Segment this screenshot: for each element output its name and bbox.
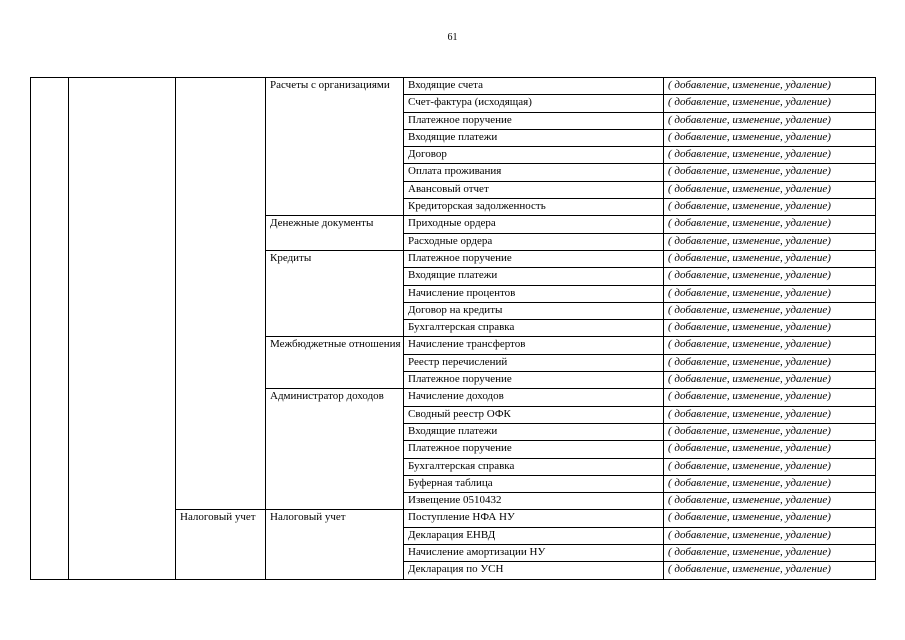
document-cell: Платежное поручение	[404, 112, 664, 129]
document-cell: Начисление трансфертов	[404, 337, 664, 354]
operations-cell: ( добавление, изменение, удаление)	[664, 181, 876, 198]
operations-cell: ( добавление, изменение, удаление)	[664, 164, 876, 181]
operations-cell: ( добавление, изменение, удаление)	[664, 285, 876, 302]
document-cell: Декларация ЕНВД	[404, 527, 664, 544]
document-cell: Буферная таблица	[404, 475, 664, 492]
operations-cell: ( добавление, изменение, удаление)	[664, 458, 876, 475]
table-row	[31, 78, 876, 95]
table-body	[31, 78, 876, 580]
document-cell: Начисление процентов	[404, 285, 664, 302]
document-operations-table	[30, 77, 876, 580]
group-cell: Расчеты с организациями	[266, 78, 404, 216]
operations-cell: ( добавление, изменение, удаление)	[664, 95, 876, 112]
document-cell: Входящие счета	[404, 78, 664, 95]
document-cell: Платежное поручение	[404, 250, 664, 267]
operations-cell: ( добавление, изменение, удаление)	[664, 423, 876, 440]
operations-cell: ( добавление, изменение, удаление)	[664, 320, 876, 337]
operations-cell: ( добавление, изменение, удаление)	[664, 216, 876, 233]
operations-cell: ( добавление, изменение, удаление)	[664, 268, 876, 285]
operations-cell: ( добавление, изменение, удаление)	[664, 406, 876, 423]
document-cell: Входящие платежи	[404, 423, 664, 440]
document-cell: Счет-фактура (исходящая)	[404, 95, 664, 112]
operations-cell: ( добавление, изменение, удаление)	[664, 302, 876, 319]
operations-cell: ( добавление, изменение, удаление)	[664, 199, 876, 216]
operations-cell: ( добавление, изменение, удаление)	[664, 147, 876, 164]
operations-cell: ( добавление, изменение, удаление)	[664, 337, 876, 354]
operations-cell: ( добавление, изменение, удаление)	[664, 562, 876, 579]
category-cell: Налоговый учет	[176, 510, 266, 579]
group-cell: Администратор доходов	[266, 389, 404, 510]
document-cell: Входящие платежи	[404, 129, 664, 146]
document-cell: Реестр перечислений	[404, 354, 664, 371]
category-cell	[176, 78, 266, 510]
group-cell: Налоговый учет	[266, 510, 404, 579]
document-cell: Авансовый отчет	[404, 181, 664, 198]
operations-cell: ( добавление, изменение, удаление)	[664, 78, 876, 95]
operations-cell: ( добавление, изменение, удаление)	[664, 354, 876, 371]
document-cell: Извещение 0510432	[404, 493, 664, 510]
document-cell: Кредиторская задолженность	[404, 199, 664, 216]
group-cell: Межбюджетные отношения	[266, 337, 404, 389]
document-cell: Начисление доходов	[404, 389, 664, 406]
operations-cell: ( добавление, изменение, удаление)	[664, 493, 876, 510]
document-cell: Приходные ордера	[404, 216, 664, 233]
document-cell: Входящие платежи	[404, 268, 664, 285]
empty-column-1	[31, 78, 69, 580]
document-cell: Расходные ордера	[404, 233, 664, 250]
group-cell: Денежные документы	[266, 216, 404, 251]
document-cell: Сводный реестр ОФК	[404, 406, 664, 423]
operations-cell: ( добавление, изменение, удаление)	[664, 372, 876, 389]
operations-cell: ( добавление, изменение, удаление)	[664, 475, 876, 492]
operations-cell: ( добавление, изменение, удаление)	[664, 441, 876, 458]
operations-cell: ( добавление, изменение, удаление)	[664, 250, 876, 267]
document-cell: Договор	[404, 147, 664, 164]
operations-cell: ( добавление, изменение, удаление)	[664, 129, 876, 146]
document-cell: Декларация по УСН	[404, 562, 664, 579]
page-number: 61	[447, 32, 458, 43]
group-cell: Кредиты	[266, 250, 404, 336]
operations-cell: ( добавление, изменение, удаление)	[664, 112, 876, 129]
document-cell: Поступление НФА НУ	[404, 510, 664, 527]
document-cell: Платежное поручение	[404, 372, 664, 389]
document-cell: Оплата проживания	[404, 164, 664, 181]
document-cell: Договор на кредиты	[404, 302, 664, 319]
document-cell: Платежное поручение	[404, 441, 664, 458]
operations-cell: ( добавление, изменение, удаление)	[664, 510, 876, 527]
operations-cell: ( добавление, изменение, удаление)	[664, 527, 876, 544]
operations-cell: ( добавление, изменение, удаление)	[664, 233, 876, 250]
empty-column-2	[69, 78, 176, 580]
document-cell: Бухгалтерская справка	[404, 458, 664, 475]
operations-cell: ( добавление, изменение, удаление)	[664, 389, 876, 406]
operations-cell: ( добавление, изменение, удаление)	[664, 545, 876, 562]
document-cell: Начисление амортизации НУ	[404, 545, 664, 562]
document-cell: Бухгалтерская справка	[404, 320, 664, 337]
